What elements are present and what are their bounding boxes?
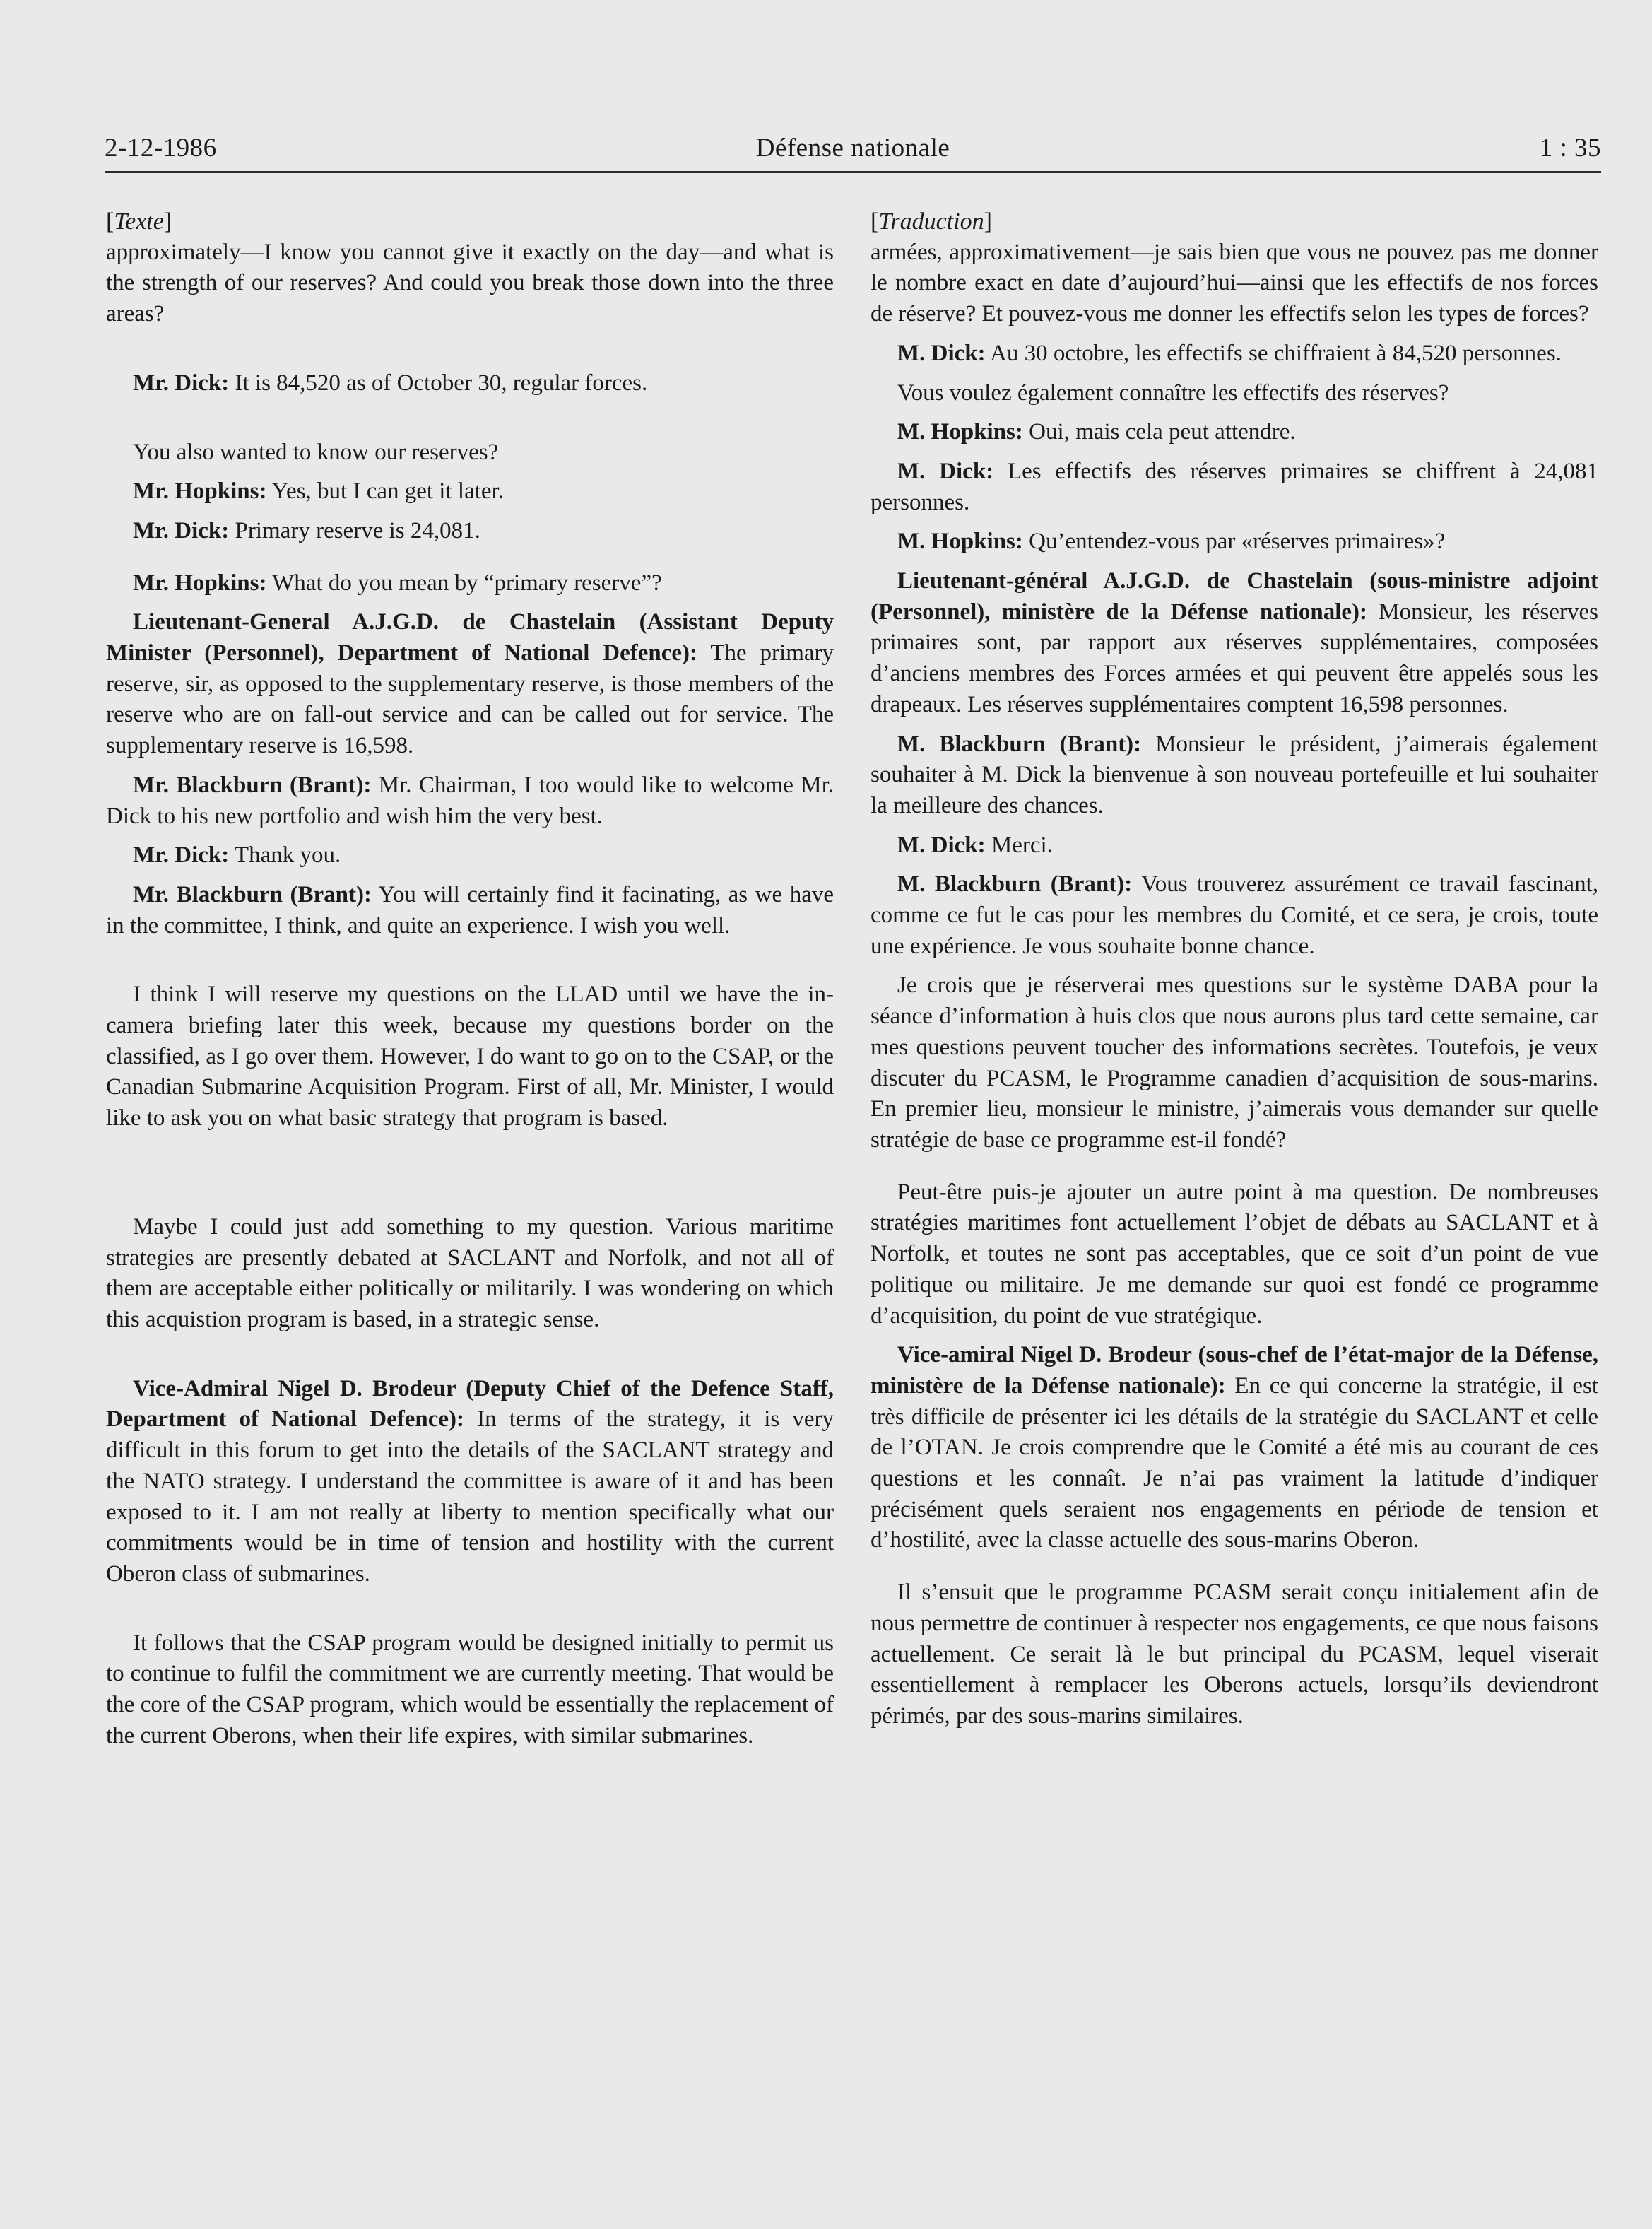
paragraph: Mr. Dick: Primary reserve is 24,081. xyxy=(133,517,480,543)
paragraph: approximately—I know you cannot give it exactly on the day—and what is the strength of our reserves? And could you break those down into the three areas? xyxy=(106,239,834,327)
paragraph: M. Dick: Au 30 octobre, les effectifs se chiffraient à 84,520 personnes. xyxy=(897,340,1562,366)
language-marker: [Texte] xyxy=(106,208,172,235)
paragraph: Je crois que je réserverai mes questions sur le système DABA pour la séance d’information à huis clos que nous aurons plus tard cette semaine, car mes questions peuvent toucher des informations secrètes. Toutefois, je veux discuter du PCASM, le Programme canadien d’acquisition de sous-marins. En premier lieu, monsieur le ministre, j’aimerais vous demander sur quelle stratégie de base ce programme est-il fondé? xyxy=(871,972,1598,1153)
speaker-name: Mr. Blackburn (Brant): xyxy=(133,772,372,798)
paragraph: Maybe I could just add something to my question. Various maritime strategies are presently debated at SACLANT and Norfolk, and not all of them are acceptable either politically or militarily. I was wondering on which this acquistion program is based, in a strategic sense. xyxy=(106,1213,834,1332)
paragraph: M. Blackburn (Brant): Monsieur le président, j’aimerais également souhaiter à M. Dick la bienvenue à son nouveau portefeuille et lui souhaiter la meilleure des chances. xyxy=(871,731,1599,818)
paragraph: Vice-amiral Nigel D. Brodeur (sous-chef de l’état-major de la Défense, ministère de la Défense nationale): En ce qui concerne la stratégie, il est très difficile de présenter ici les détails de la stratégie du SACLANT et celle de l’OTAN. Je crois comprendre que le Comité a été mis au courant de ces questions et les connaît. Je n’ai pas vraiment la latitude d’indiquer précisément quels seraient nos engagements en période de tension et d’hostilité, avec la classe actuelle des sous-marins Oberon. xyxy=(871,1342,1598,1553)
paragraph: Vice-Admiral Nigel D. Brodeur (Deputy Chief of the Defence Staff, Department of National Defence): In terms of the strategy, it is very difficult in this forum to get into the details of the SACLANT strategy and the NATO strategy. I understand the committee is aware of it and has been exposed to it. I am not really at liberty to mention specifically what our commitments would be in time of tension and hostility with the current Oberon class of submarines. xyxy=(106,1375,834,1587)
speaker-name: Vice-Admiral Nigel D. Brodeur (Deputy Chief of the Defence Staff, Department of National Defence): xyxy=(106,1375,834,1433)
speaker-name: M. Blackburn (Brant): xyxy=(897,871,1133,898)
paragraph: armées, approximativement—je sais bien que vous ne pouvez pas me donner le nombre exact en date d’aujourd’hui—ainsi que les effectifs de nos forces de réserve? Et pouvez-vous me donner les effectifs selon les types de forces? xyxy=(871,239,1598,327)
speaker-name: M. Dick: xyxy=(897,458,994,484)
paragraph: Mr. Blackburn (Brant): Mr. Chairman, I too would like to welcome Mr. Dick to his new portfolio and wish him the very best. xyxy=(106,772,834,829)
speaker-name: M. Dick: xyxy=(897,832,986,858)
speaker-name: M. Blackburn (Brant): xyxy=(897,731,1142,757)
paragraph: Lieutenant-General A.J.G.D. de Chastelain (Assistant Deputy Minister (Personnel), Department of National Defence): The primary reserve, sir, as opposed to the supplementary reserve, is those members of the reserve who are on fall-out service and can be called out for service. The supplementary reserve is 16,598. xyxy=(106,609,834,759)
speaker-name: Mr. Dick: xyxy=(133,842,230,869)
speaker-name: Mr. Dick: xyxy=(133,370,230,396)
header-title: Défense nationale xyxy=(755,134,950,163)
speaker-name: M. Hopkins: xyxy=(897,529,1023,555)
paragraph: M. Dick: Les effectifs des réserves primaires se chiffrent à 24,081 personnes. xyxy=(871,458,1599,515)
speaker-name: M. Hopkins: xyxy=(897,419,1023,445)
paragraph: M. Dick: Merci. xyxy=(897,832,1053,858)
header-page-number: 1 : 35 xyxy=(1539,134,1601,163)
header-date: 2-12-1986 xyxy=(105,134,217,163)
paragraph: Mr. Blackburn (Brant): You will certainly find it facinating, as we have in the committee, I think, and quite an experience. I wish you well. xyxy=(106,881,834,939)
speaker-name: Mr. Dick: xyxy=(133,517,230,543)
speaker-name: Mr. Hopkins: xyxy=(133,478,267,505)
speaker-name: Lieutenant-General A.J.G.D. de Chastelain (Assistant Deputy Minister (Personnel), Department of National Defence): xyxy=(106,609,834,666)
speaker-name: Vice-amiral Nigel D. Brodeur (sous-chef de l’état-major de la Défense, ministère de la Défense nationale): xyxy=(871,1342,1598,1399)
left-column-english xyxy=(106,206,834,1751)
paragraph: Mr. Hopkins: What do you mean by “primary reserve”? xyxy=(133,570,662,596)
speaker-name: Lieutenant-général A.J.G.D. de Chastelain (sous-ministre adjoint (Personnel), ministère de la Défense nationale): xyxy=(871,568,1598,625)
paragraph: M. Hopkins: Oui, mais cela peut attendre. xyxy=(897,419,1296,445)
paragraph: Il s’ensuit que le programme PCASM serait conçu initialement afin de nous permettre de continuer à respecter nos engagements, ce que nous faisons actuellement. Ce serait là le but principal du PCASM, lequel viserait essentiellement à remplacer les Oberons actuels, lorsqu’ils deviendront périmés, par des sous-marins similaires. xyxy=(871,1580,1598,1729)
speaker-name: Mr. Blackburn (Brant): xyxy=(133,881,372,907)
paragraph: You also wanted to know our reserves? xyxy=(133,439,499,465)
paragraph: M. Blackburn (Brant): Vous trouverez assurément ce travail fascinant, comme ce fut le cas pour les membres du Comité, et ce sera, je crois, toute une expérience. Je vous souhaite bonne chance. xyxy=(871,871,1598,959)
paragraph: Mr. Dick: Thank you. xyxy=(133,842,341,869)
paragraph: It follows that the CSAP program would be designed initially to permit us to continue to fulfil the commitment we are currently meeting. That would be the core of the CSAP program, which would be essentially the replacement of the current Oberons, when their life expires, with similar submarines. xyxy=(106,1630,834,1748)
speaker-name: M. Dick: xyxy=(897,340,986,366)
paragraph: M. Hopkins: Qu’entendez-vous par «réserves primaires»? xyxy=(897,529,1446,555)
paragraph: Peut-être puis-je ajouter un autre point à ma question. De nombreuses stratégies maritimes font actuellement l’objet de débats au SACLANT et à Norfolk, et toutes ne sont pas acceptables, que ce soit d’un point de vue politique ou militaire. Je me demande sur quoi est fondé ce programme d’acquisition, du point de vue stratégique. xyxy=(871,1179,1598,1329)
right-column-french xyxy=(871,206,1598,1732)
paragraph: Mr. Dick: It is 84,520 as of October 30, regular forces. xyxy=(133,370,648,396)
paragraph: Vous voulez également connaître les effectifs des réserves? xyxy=(897,380,1449,406)
running-header xyxy=(105,129,1601,173)
paragraph: Lieutenant-général A.J.G.D. de Chastelain (sous-ministre adjoint (Personnel), ministère de la Défense nationale): Monsieur, les réserves primaires sont, par rapport aux réserves supplémentaires, composées d’anciens membres des Forces armées et qui peuvent être appelés sous les drapeaux. Les réserves supplémentaires comptent 16,598 personnes. xyxy=(871,568,1598,717)
paragraph: Mr. Hopkins: Yes, but I can get it later. xyxy=(133,478,504,505)
language-marker: [Traduction] xyxy=(871,208,992,235)
speaker-name: Mr. Hopkins: xyxy=(133,570,267,596)
paragraph: I think I will reserve my questions on the LLAD until we have the in-camera briefing later this week, because my questions border on the classified, as I go over them. However, I do want to go on to the CSAP, or the Canadian Submarine Acquisition Program. First of all, Mr. Minister, I would like to ask you on what basic strategy that program is based. xyxy=(106,982,834,1131)
